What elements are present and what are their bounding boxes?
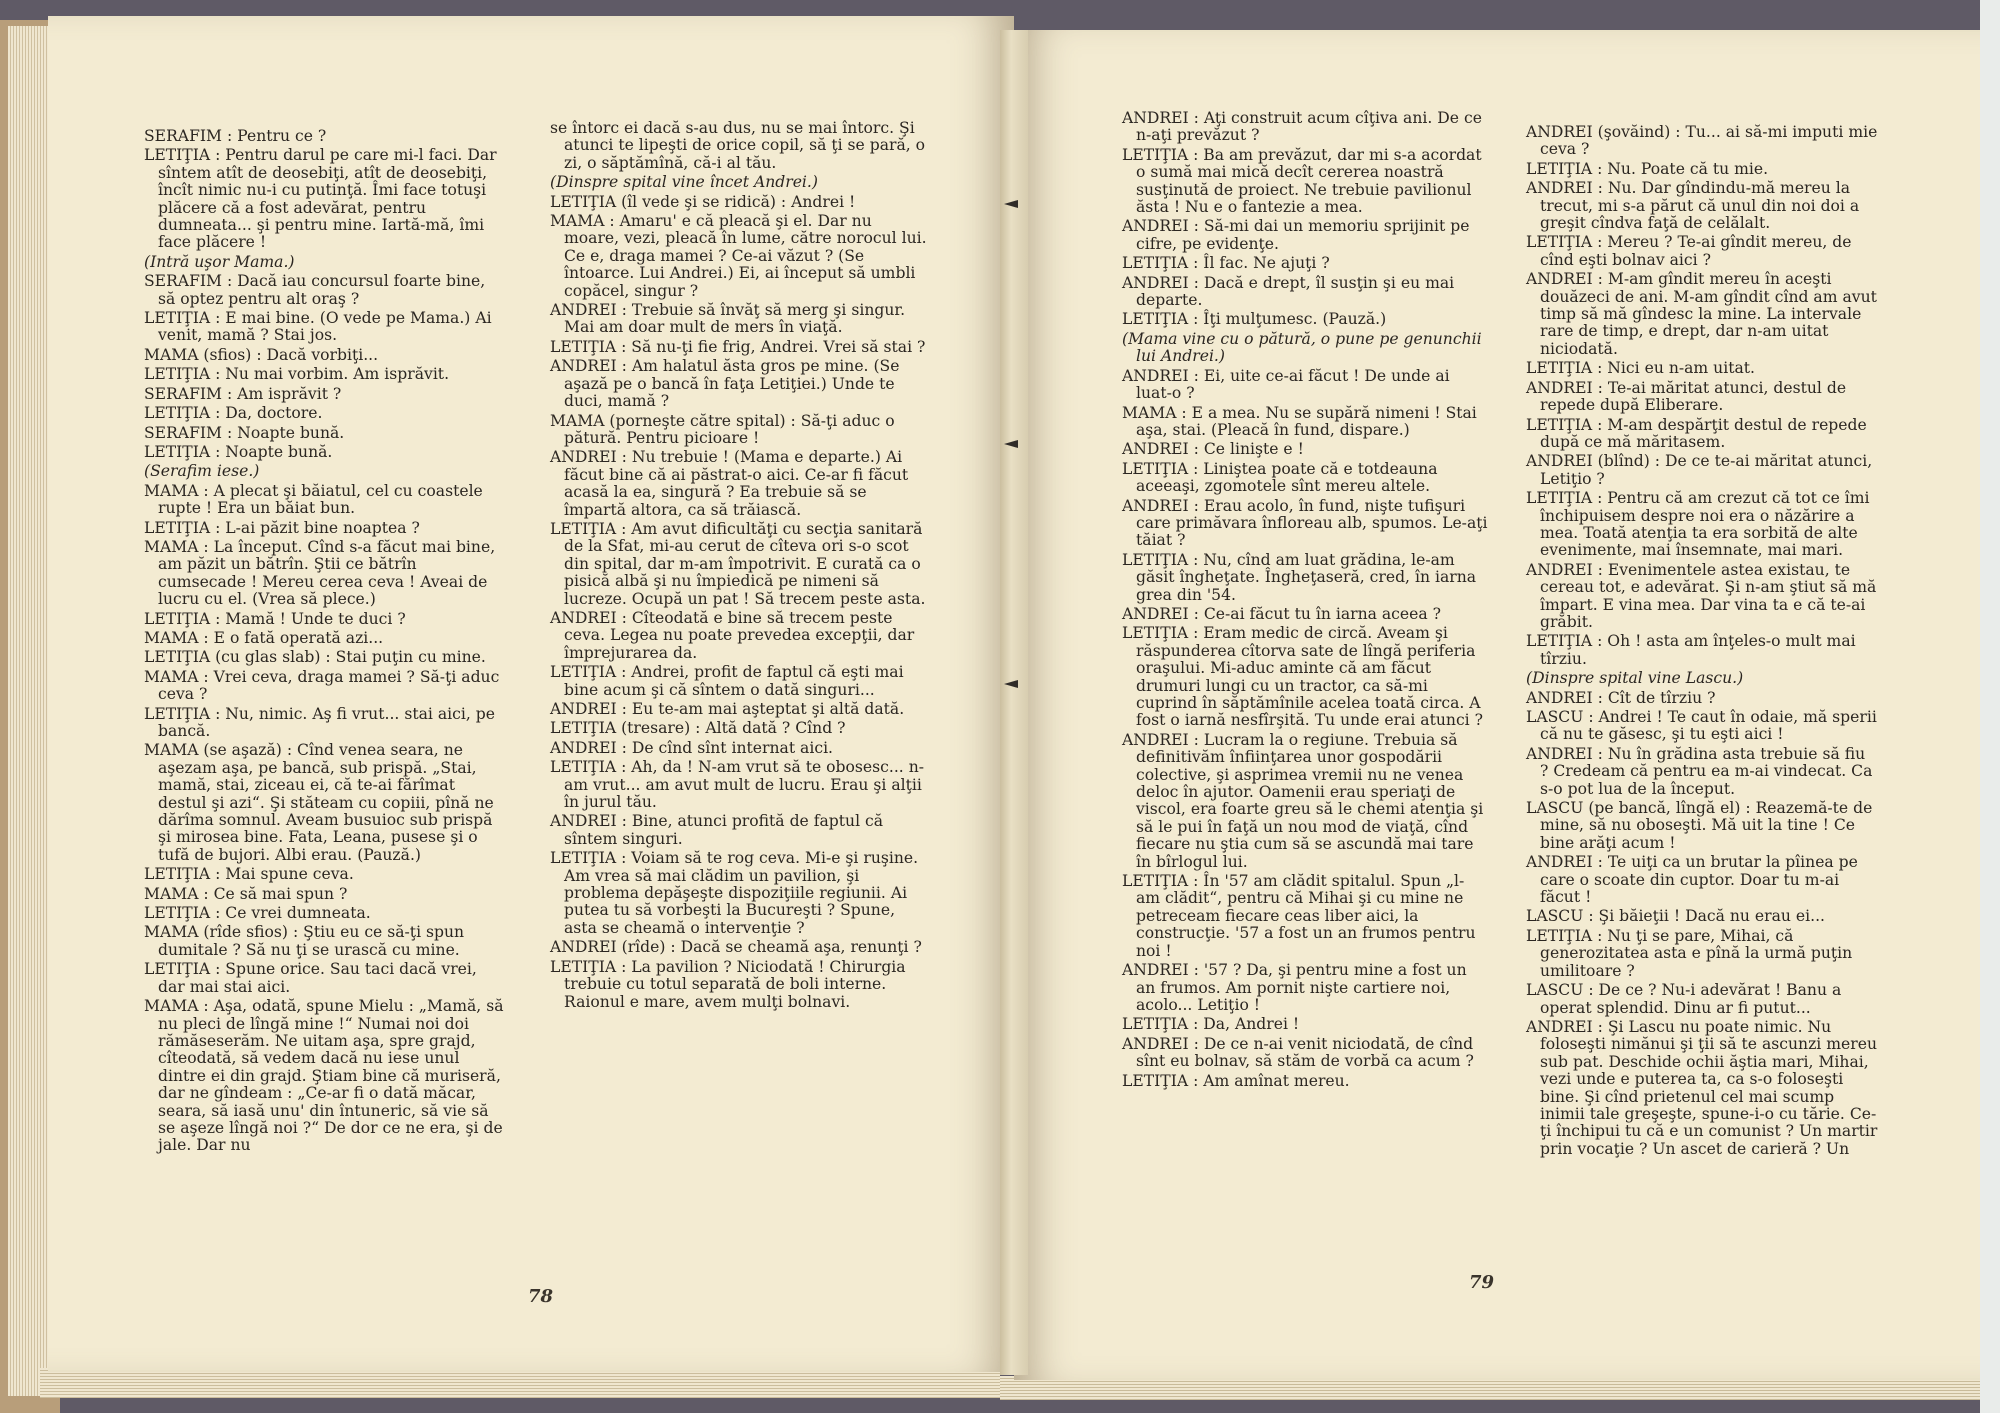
dialogue-line: ANDREI : Cît de tîrziu ?: [1526, 688, 1716, 707]
dialogue-line: ANDREI : Te-ai măritat atunci, destul de repede după Eliberare.: [1526, 378, 1847, 415]
dialogue-line: ANDREI : Cîteodată e bine să trecem peste ceva. Legea nu poate prevedea excepţii, dar împrejurarea da.: [550, 608, 915, 662]
dialogue-line: ANDREI : Dacă e drept, îl susţin şi eu mai departe.: [1122, 273, 1455, 310]
dialogue-line: LETIŢIA : La pavilion ? Niciodată ! Chirurgia trebuie cu totul separată de boli interne. Raionul e mare, avem mulţi bolnavi.: [550, 957, 906, 1011]
dialogue-line: MAMA : La început. Cînd s-a făcut mai bine, am păzit un bătrîn. Ştii ce bătrîn cumsecade ! Mereu cerea ceva ! Aveai de lucru cu el. (Vrea să plece.): [144, 537, 496, 609]
dialogue-line: ANDREI : Am halatul ăsta gros pe mine. (Se aşază pe o bancă în faţa Letiţiei.) Unde te duci, mamă ?: [550, 357, 900, 411]
dialogue-line: LETIŢIA : Oh ! asta am înţeles-o mult mai tîrziu.: [1526, 632, 1856, 668]
dialogue-line: LETIŢIA : Am avut dificultăţi cu secţia sanitară de la Sfat, mi-au cerut de cîteva ori s-o scot din spital, dar m-am împotrivit. E curată ca o pisică albă şi nu împiedică pe nimeni să lucreze. Ocupă un pat ! Să trecem peste asta.: [550, 519, 926, 608]
dialogue-line: MAMA (sfios) : Dacă vorbiţi...: [144, 345, 379, 364]
right-page: [1014, 30, 1980, 1380]
book-cover-right: [1980, 0, 2000, 1413]
dialogue-line: ANDREI : Erau acolo, în fund, nişte tufişuri care primăvara înfloreau alb, spumos. Le-aţi tăiat ?: [1122, 496, 1488, 550]
dialogue-line: ANDREI : Şi Lascu nu poate nimic. Nu foloseşti nimănui şi ţii să te ascunzi mereu sub pat. Deschide ochii ăştia mari, Mihai, vezi unde e puterea ta, ca s-o foloseşti bine. Şi cînd prietenul cel mai scump inimii tale greşeşte, spune-i-o cu tărie. Ce-ţi închipui tu că e un comunist ? Un martir prin vocaţie ? Un ascet de carieră ? Un: [1526, 1017, 1878, 1158]
dialogue-line: ANDREI : De cînd sînt internat aici.: [550, 738, 834, 757]
dialogue-line: LETIŢIA : Mai spune ceva.: [144, 865, 354, 884]
dialogue-line: ANDREI : Evenimentele astea existau, te cereau tot, e adevărat. Şi n-am ştiut să mă împart. E vina mea. Dar vina ta e că te-ai grăbit.: [1526, 560, 1877, 631]
dialogue-line: LETIŢIA : Ce vrei dumneata.: [144, 904, 371, 923]
dialogue-line: MAMA : E a mea. Nu se supără nimeni ! Stai aşa, stai. (Pleacă în fund, dispare.): [1122, 403, 1477, 439]
dialogue-line: LETIŢIA : Nu. Poate că tu mie.: [1526, 159, 1769, 178]
dialogue-line: SERAFIM : Noapte bună.: [144, 423, 345, 442]
dialogue-line: LETIŢIA : Să nu-ţi fie frig, Andrei. Vrei să stai ?: [550, 337, 926, 356]
dialogue-line: ANDREI : Trebuie să învăţ să merg şi singur. Mai am doar mult de mers în viaţă.: [550, 301, 906, 337]
dialogue-line: MAMA (se aşază) : Cînd venea seara, ne aşezam aşa, pe bancă, sub prispă. „Stai, mamă, stai, ziceau ei, că te-ai fărîmat destul şi azi“. Şi stăteam cu copiii, pînă ne dărîma somnul. Aveam busuioc sub prispă şi mirosea bine. Fata, Leana, pusese şi o tufă de bujori. Albi erau. (Pauză.): [144, 741, 494, 864]
dialogue-line: SERAFIM : Am isprăvit ?: [144, 384, 342, 403]
dialogue-line: ANDREI : '57 ? Da, şi pentru mine a fost un an frumos. Am pornit nişte cartiere noi, acolo... Letiţio !: [1122, 961, 1467, 1014]
dialogue-line: ANDREI : Ei, uite ce-ai făcut ! De unde ai luat-o ?: [1122, 366, 1450, 403]
left-page-column-2: [550, 120, 930, 1013]
stage-direction: (Dinspre spital vine Lascu.): [1526, 669, 1744, 688]
dialogue-line: MAMA : Vrei ceva, draga mamei ? Să-ţi aduc ceva ?: [144, 667, 500, 704]
dialogue-line: ANDREI : Să-mi dai un memoriu sprijinit pe cifre, pe evidenţe.: [1122, 217, 1470, 253]
dialogue-line: LETIŢIA : Am amînat mereu.: [1122, 1071, 1350, 1090]
dialogue-line: SERAFIM : Pentru ce ?: [144, 127, 327, 145]
dialogue-line: ANDREI : Lucram la o regiune. Trebuia să definitivăm înfiinţarea unor gospodării colective, şi asprimea vremii nu ne venea deloc în ajutor. Oamenii erau speriaţi de viscol, era foarte greu să le chemi atenţia şi să le pui în faţă un nou mod de viaţă, cînd fiecare nu ştia cum să se ascundă mai tare în bîrlogul lui.: [1122, 730, 1484, 871]
dialogue-line: MAMA : Ce să mai spun ?: [144, 884, 348, 903]
dialogue-line: LETIŢIA : Îţi mulţumesc. (Pauză.): [1122, 310, 1387, 329]
dialogue-line: LETIŢIA : Da, doctore.: [144, 404, 323, 423]
dialogue-line: ANDREI : Bine, atunci profită de faptul că sîntem singuri.: [550, 812, 884, 848]
left-page: [48, 16, 1014, 1372]
page-number: 79: [1469, 1272, 1495, 1293]
dialogue-line: MAMA : Amaru' e că pleacă şi el. Dar nu moare, vezi, pleacă în lume, către norocul lui. Ce e, draga mamei ? Ce-ai văzut ? (Se întoarce. Lui Andrei.) Ei, ai început să umbli copăcel, singur ?: [550, 212, 927, 300]
dialogue-line: LETIŢIA : Nici eu n-am uitat.: [1526, 359, 1755, 378]
dialogue-line: LASCU : De ce ? Nu-i adevărat ! Banu a operat splendid. Dinu ar fi putut...: [1526, 981, 1842, 1017]
dialogue-line: LETIŢIA (îl vede şi se ridică) : Andrei !: [550, 192, 856, 211]
dialogue-line: SERAFIM : Dacă iau concursul foarte bine, să optez pentru alt oraş ?: [144, 272, 486, 308]
dialogue-line: LETIŢIA : Mamă ! Unde te duci ?: [144, 609, 406, 628]
dialogue-line: LETIŢIA : Liniştea poate că e totdeauna aceeaşi, zgomotele sînt mereu altele.: [1122, 459, 1438, 496]
dialogue-line: ANDREI : De ce n-ai venit niciodată, de cînd sînt eu bolnav, să stăm de vorbă ca acum ?: [1122, 1034, 1474, 1071]
dialogue-line: LASCU (pe bancă, lîngă el) : Reazemă-te de mine, să nu oboseşti. Mă uit la tine ! Ce bine arăţi acum !: [1526, 799, 1873, 852]
dialogue-line: ANDREI : Nu trebuie ! (Mama e departe.) Ai făcut bine că ai păstrat-o aici. Ce-ar fi făcut acasă la ea, singură ? Ea trebuie să se împartă altora, ca să trăiască.: [550, 448, 909, 519]
dialogue-line: ANDREI : Te uiţi ca un brutar la pîinea pe care o scoate din cuptor. Doar tu m-ai făcut !: [1526, 853, 1858, 907]
dialogue-line: ANDREI (blînd) : De ce te-ai măritat atunci, Letiţio ?: [1526, 452, 1873, 488]
stage-direction: (Dinspre spital vine încet Andrei.): [550, 173, 818, 192]
dialogue-line: MAMA : E o fată operată azi...: [144, 628, 384, 647]
dialogue-line: LETIŢIA : E mai bine. (O vede pe Mama.) Ai venit, mamă ? Stai jos.: [144, 309, 492, 345]
dialogue-line: LETIŢIA : Pentru darul pe care mi-l faci. Dar sîntem atît de deosebiţi, atît de deosebiţi, încît nimic nu-i cu putinţă. Îmi face totuşi plăcere că a fost adevărat, pentru dumneata... şi pentru mine. Iartă-mă, îmi face plăcere !: [144, 146, 497, 252]
dialogue-line: LETIŢIA : Voiam să te rog ceva. Mi-e şi ruşine. Am vrea să mai clădim un pavilion, şi problema depăşeşte dispoziţiile regiunii. Ai putea tu să vorbeşti la Bucureşti ? Spune, asta se cheamă o intervenţie ?: [550, 849, 919, 937]
dialogue-line: ANDREI (rîde) : Dacă se cheamă aşa, renunţi ?: [550, 938, 922, 957]
dialogue-line: MAMA (porneşte către spital) : Să-ţi aduc o pătură. Pentru picioare !: [550, 411, 895, 447]
dialogue-line: LETIŢIA : Andrei, profit de faptul că eşti mai bine acum şi că sîntem o dată singuri...: [550, 663, 904, 699]
dialogue-line: LASCU : Andrei ! Te caut în odaie, mă sperii că nu te găsesc, şi tu eşti aici !: [1526, 708, 1877, 744]
dialogue-line: LETIŢIA : Nu, cînd am luat grădina, le-am găsit îngheţate. Îngheţaseră, cred, în iarna grea din '54.: [1122, 550, 1477, 604]
dialogue-line: LETIŢIA : Îl fac. Ne ajuţi ?: [1122, 254, 1330, 273]
dialogue-line: LETIŢIA : Pentru că am crezut că tot ce îmi închipuisem despre noi era o năzărire a mea. Toată atenţia ta era sorbită de alte evenimente, mai însemnate, mai mari.: [1526, 489, 1870, 560]
book-gutter: [1000, 30, 1028, 1375]
dialogue-line: ANDREI : Ce linişte e !: [1122, 440, 1304, 459]
dialogue-line: LETIŢIA : Spune orice. Sau taci dacă vrei, dar mai stai aici.: [144, 960, 477, 996]
dialogue-line: LETIŢIA : Nu mai vorbim. Am isprăvit.: [144, 365, 450, 384]
dialogue-line: ANDREI : Nu. Dar gîndindu-mă mereu la trecut, mi s-a părut că unul din noi doi a greşit cîndva faţă de celălalt.: [1526, 179, 1860, 233]
page-number: 78: [528, 1286, 554, 1307]
dialogue-line: ANDREI : Ce-ai făcut tu în iarna aceea ?: [1122, 604, 1441, 623]
right-page-column-1: [1122, 110, 1488, 1092]
dialogue-line: ANDREI : Eu te-am mai aşteptat şi altă dată.: [550, 700, 905, 718]
dialogue-line: MAMA : Aşa, odată, spune Mielu : „Mamă, să nu pleci de lîngă mine !“ Numai noi doi rămăseserăm. Ne uitam aşa, spre grajd, cîteodată, să vedem dacă nu iese unul dintre ei din grajd. Ştiam bine că muriseră, dar ne gîndeam : „Ce-ar fi o dată măcar, seara, să iasă unu' din întuneric, să vie să se aşeze lîngă noi ?“ De dor ce ne era, şi de jale. Dar nu: [144, 997, 504, 1155]
dialogue-line: se întorc ei dacă s-au dus, nu se mai întorc. Şi atunci te lipeşti de orice copil, să ţi se pară, o zi, o săptămînă, că-i al tău.: [550, 119, 926, 172]
dialogue-line: LETIŢIA : Mereu ? Te-ai gîndit mereu, de cînd eşti bolnav aici ?: [1526, 233, 1852, 269]
dialogue-line: LETIŢIA : M-am despărţit destul de repede după ce mă măritasem.: [1526, 415, 1867, 451]
dialogue-line: LETIŢIA : Eram medic de circă. Aveam şi răspunderea cîtorva sate de lîngă periferia oraşului. Mi-aduc aminte că am făcut drumuri lungi cu un tractor, ca să-mi cuprind în săptămînile acelea toată circa. A fost o iarnă nesfîrşită. Tu unde erai atunci ?: [1122, 624, 1483, 730]
dialogue-line: ANDREI : M-am gîndit mereu în aceşti douăzeci de ani. M-am gîndit cînd am avut timp să mă gîndesc la mine. La intervale rare de timp, e drept, dar n-am uitat niciodată.: [1526, 270, 1877, 358]
page-stack-bottom: [40, 1368, 1000, 1398]
dialogue-line: LETIŢIA : L-ai păzit bine noaptea ?: [144, 518, 420, 537]
stage-direction: (Mama vine cu o pătură, o pune pe genunchii lui Andrei.): [1122, 329, 1482, 366]
dialogue-line: ANDREI : Aţi construit acum cîţiva ani. De ce n-aţi prevăzut ?: [1122, 109, 1482, 145]
dialogue-line: LETIŢIA : Nu ţi se pare, Mihai, că generozitatea asta e pînă la urmă puţin umilitoare ?: [1526, 926, 1853, 980]
dialogue-line: ANDREI : Nu în grădina asta trebuie să fiu ? Credeam că pentru ea m-ai vindecat. Ca s-o pot lua de la început.: [1526, 744, 1873, 798]
dialogue-line: LETIŢIA : Nu, nimic. Aş fi vrut... stai aici, pe bancă.: [144, 704, 495, 740]
dialogue-line: LETIŢIA (tresare) : Altă dată ? Cînd ?: [550, 719, 846, 738]
dialogue-line: LETIŢIA : În '57 am clădit spitalul. Spun „l-am clădit“, pentru că Mihai şi cu mine ne petreceam fiecare ceas liber aici, la construcţie. '57 a fost un an frumos pentru noi !: [1122, 872, 1476, 960]
dialogue-line: ANDREI (şovăind) : Tu... ai să-mi imputi mie ceva ?: [1526, 123, 1878, 159]
dialogue-line: LASCU : Şi băieţii ! Dacă nu erau ei...: [1526, 907, 1825, 926]
dialogue-line: LETIŢIA : Ba am prevăzut, dar mi s-a acordat o sumă mai mică decît cererea noastră susţinută de proiect. Ne trebuie pavilionul ăsta ! Nu e o fantezie a mea.: [1122, 145, 1482, 217]
left-page-column-1: [144, 128, 506, 1157]
dialogue-line: LETIŢIA (cu glas slab) : Stai puţin cu mine.: [144, 648, 486, 667]
dialogue-line: LETIŢIA : Noapte bună.: [144, 442, 333, 461]
dialogue-line: LETIŢIA : Ah, da ! N-am vrut să te obosesc... n-am vrut... am avut mult de lucru. Erau şi alţii în jurul tău.: [550, 758, 925, 812]
right-page-column-2: [1526, 124, 1878, 1160]
dialogue-line: MAMA (rîde sfios) : Ştiu eu ce să-ţi spun dumitale ? Să nu ţi se urască cu mine.: [144, 923, 465, 959]
stage-direction: (Intră uşor Mama.): [144, 252, 295, 271]
dialogue-line: MAMA : A plecat şi băiatul, cel cu coastele rupte ! Era un băiat bun.: [144, 481, 483, 518]
stage-direction: (Serafim iese.): [144, 462, 260, 481]
dialogue-line: LETIŢIA : Da, Andrei !: [1122, 1015, 1300, 1034]
